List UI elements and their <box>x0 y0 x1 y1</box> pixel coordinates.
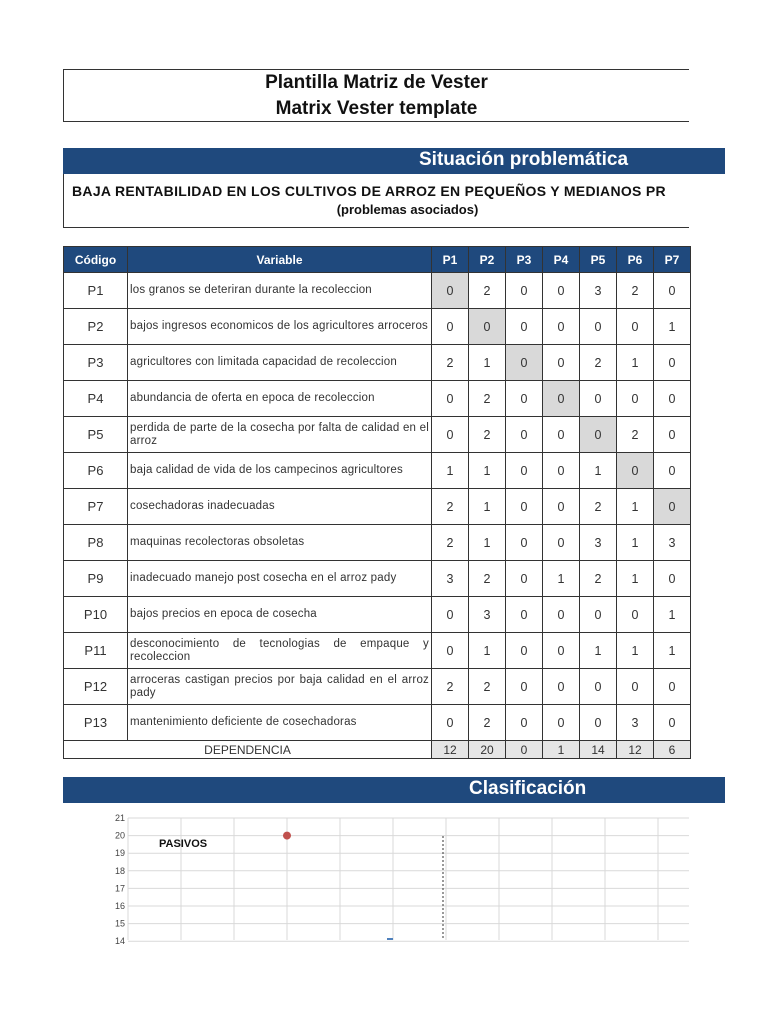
matrix-cell: 2 <box>580 345 617 381</box>
row-code: P2 <box>64 309 128 345</box>
matrix-cell: 0 <box>506 309 543 345</box>
matrix-cell: 1 <box>617 489 654 525</box>
table-row <box>64 453 691 489</box>
dependency-row <box>64 741 691 759</box>
matrix-cell: 2 <box>469 417 506 453</box>
matrix-cell: 0 <box>580 669 617 705</box>
matrix-cell: 0 <box>432 705 469 741</box>
matrix-cell: 1 <box>654 309 691 345</box>
matrix-cell: 0 <box>506 561 543 597</box>
matrix-cell: 0 <box>469 309 506 345</box>
column-header-variable: Variable <box>128 247 432 273</box>
matrix-cell: 0 <box>580 309 617 345</box>
row-code: P13 <box>64 705 128 741</box>
table-row <box>64 381 691 417</box>
classification-chart-svg <box>63 805 689 947</box>
y-tick-label: 20 <box>114 830 125 841</box>
table-row <box>64 273 691 309</box>
matrix-cell: 0 <box>506 417 543 453</box>
classification-band-label: Clasificación <box>469 778 587 799</box>
dependency-total: 20 <box>469 741 506 759</box>
matrix-cell: 1 <box>469 525 506 561</box>
matrix-cell: 0 <box>543 381 580 417</box>
matrix-cell: 0 <box>654 705 691 741</box>
matrix-cell: 0 <box>543 489 580 525</box>
matrix-cell: 0 <box>543 273 580 309</box>
matrix-cell: 0 <box>654 417 691 453</box>
y-tick-label: 18 <box>114 865 125 876</box>
matrix-cell: 1 <box>469 633 506 669</box>
matrix-cell: 3 <box>580 273 617 309</box>
y-tick-label: 15 <box>114 918 125 929</box>
dependency-total: 0 <box>506 741 543 759</box>
matrix-cell: 0 <box>543 633 580 669</box>
table-header-row <box>64 247 691 273</box>
y-tick-label: 14 <box>114 936 125 947</box>
dependency-total: 6 <box>654 741 691 759</box>
row-code: P9 <box>64 561 128 597</box>
matrix-cell: 1 <box>469 345 506 381</box>
row-code: P12 <box>64 669 128 705</box>
matrix-cell: 1 <box>617 345 654 381</box>
template-title-es: Plantilla Matriz de Vester <box>265 72 488 93</box>
matrix-cell: 2 <box>469 381 506 417</box>
row-code: P11 <box>64 633 128 669</box>
matrix-cell: 2 <box>432 489 469 525</box>
matrix-cell: 0 <box>506 453 543 489</box>
matrix-cell: 2 <box>432 345 469 381</box>
matrix-cell: 3 <box>654 525 691 561</box>
matrix-cell: 0 <box>543 345 580 381</box>
table-row <box>64 417 691 453</box>
matrix-cell: 0 <box>506 633 543 669</box>
matrix-cell: 2 <box>432 525 469 561</box>
row-variable: desconocimiento de tecnologias de empaque y recoleccion <box>128 633 432 669</box>
table-row <box>64 705 691 741</box>
template-title-en: Matrix Vester template <box>275 98 478 119</box>
row-code: P3 <box>64 345 128 381</box>
matrix-cell: 0 <box>506 705 543 741</box>
classification-band <box>63 777 725 803</box>
matrix-cell: 0 <box>543 597 580 633</box>
y-tick-label: 21 <box>114 813 125 823</box>
matrix-cell: 0 <box>654 561 691 597</box>
matrix-cell: 2 <box>580 489 617 525</box>
matrix-cell: 1 <box>469 489 506 525</box>
row-variable: mantenimiento deficiente de cosechadoras <box>128 705 432 741</box>
table-row <box>64 525 691 561</box>
matrix-cell: 1 <box>580 453 617 489</box>
matrix-cell: 0 <box>543 309 580 345</box>
situation-band <box>63 148 725 174</box>
vester-matrix-table <box>63 246 691 759</box>
row-variable: baja calidad de vida de los campecinos agricultores <box>128 453 432 489</box>
matrix-cell: 0 <box>654 453 691 489</box>
table-row <box>64 489 691 525</box>
classification-chart <box>63 805 689 947</box>
matrix-cell: 2 <box>469 561 506 597</box>
y-tick-label: 16 <box>114 901 125 911</box>
row-code: P1 <box>64 273 128 309</box>
y-tick-label: 17 <box>114 883 125 894</box>
matrix-cell: 0 <box>432 633 469 669</box>
row-variable: arroceras castigan precios por baja calidad en el arroz pady <box>128 669 432 705</box>
matrix-cell: 1 <box>469 453 506 489</box>
matrix-cell: 2 <box>469 705 506 741</box>
matrix-cell: 1 <box>617 561 654 597</box>
problem-subtitle: (problemas asociados) <box>336 202 479 217</box>
matrix-cell: 0 <box>654 489 691 525</box>
table-row <box>64 561 691 597</box>
matrix-cell: 0 <box>506 345 543 381</box>
matrix-cell: 1 <box>654 633 691 669</box>
matrix-cell: 1 <box>543 561 580 597</box>
matrix-cell: 0 <box>654 381 691 417</box>
data-point <box>283 832 291 840</box>
table-row <box>64 309 691 345</box>
matrix-cell: 0 <box>580 381 617 417</box>
quadrant-label-pasivos: PASIVOS <box>159 838 208 850</box>
row-variable: maquinas recolectoras obsoletas <box>128 525 432 561</box>
matrix-cell: 1 <box>617 633 654 669</box>
matrix-cell: 0 <box>506 597 543 633</box>
matrix-cell: 2 <box>617 273 654 309</box>
matrix-cell: 0 <box>432 381 469 417</box>
data-point-marker <box>387 938 393 940</box>
matrix-cell: 0 <box>654 669 691 705</box>
matrix-cell: 3 <box>580 525 617 561</box>
matrix-cell: 2 <box>580 561 617 597</box>
matrix-cell: 0 <box>654 273 691 309</box>
matrix-cell: 0 <box>617 669 654 705</box>
dependency-total: 12 <box>432 741 469 759</box>
row-code: P7 <box>64 489 128 525</box>
dependency-label: DEPENDENCIA <box>64 741 432 759</box>
row-variable: agricultores con limitada capacidad de recoleccion <box>128 345 432 381</box>
matrix-cell: 0 <box>654 345 691 381</box>
problem-statement-box <box>63 174 689 228</box>
matrix-cell: 3 <box>432 561 469 597</box>
column-header-p3: P3 <box>506 247 543 273</box>
matrix-cell: 1 <box>617 525 654 561</box>
column-header-p4: P4 <box>543 247 580 273</box>
dependency-total: 12 <box>617 741 654 759</box>
matrix-cell: 2 <box>617 417 654 453</box>
matrix-cell: 2 <box>469 669 506 705</box>
row-variable: los granos se deteriran durante la recoleccion <box>128 273 432 309</box>
row-variable: inadecuado manejo post cosecha en el arroz pady <box>128 561 432 597</box>
row-variable: perdida de parte de la cosecha por falta de calidad en el arroz <box>128 417 432 453</box>
matrix-cell: 0 <box>543 705 580 741</box>
matrix-cell: 2 <box>469 273 506 309</box>
matrix-cell: 1 <box>432 453 469 489</box>
row-code: P10 <box>64 597 128 633</box>
matrix-cell: 0 <box>432 597 469 633</box>
matrix-cell: 0 <box>432 309 469 345</box>
matrix-cell: 0 <box>543 417 580 453</box>
row-code: P8 <box>64 525 128 561</box>
row-code: P6 <box>64 453 128 489</box>
row-code: P4 <box>64 381 128 417</box>
column-header-codigo: Código <box>64 247 128 273</box>
row-variable: cosechadoras inadecuadas <box>128 489 432 525</box>
matrix-cell: 0 <box>506 381 543 417</box>
matrix-cell: 0 <box>617 309 654 345</box>
matrix-cell: 0 <box>543 525 580 561</box>
matrix-cell: 0 <box>580 417 617 453</box>
problem-statement: BAJA RENTABILIDAD EN LOS CULTIVOS DE ARROZ EN PEQUEÑOS Y MEDIANOS PR <box>72 183 666 199</box>
matrix-cell: 2 <box>432 669 469 705</box>
table-row <box>64 669 691 705</box>
dependency-total: 1 <box>543 741 580 759</box>
matrix-cell: 0 <box>432 417 469 453</box>
matrix-cell: 0 <box>580 597 617 633</box>
matrix-cell: 3 <box>617 705 654 741</box>
matrix-cell: 0 <box>617 381 654 417</box>
table-body <box>64 273 691 759</box>
column-header-p5: P5 <box>580 247 617 273</box>
row-variable: bajos precios en epoca de cosecha <box>128 597 432 633</box>
row-variable: bajos ingresos economicos de los agricultores arroceros <box>128 309 432 345</box>
matrix-cell: 0 <box>617 453 654 489</box>
matrix-cell: 0 <box>580 705 617 741</box>
matrix-cell: 0 <box>506 525 543 561</box>
matrix-cell: 0 <box>506 489 543 525</box>
matrix-cell: 0 <box>543 453 580 489</box>
matrix-cell: 1 <box>580 633 617 669</box>
row-code: P5 <box>64 417 128 453</box>
table-row <box>64 597 691 633</box>
dependency-total: 14 <box>580 741 617 759</box>
matrix-cell: 0 <box>506 273 543 309</box>
matrix-cell: 0 <box>543 669 580 705</box>
matrix-cell: 1 <box>654 597 691 633</box>
matrix-cell: 0 <box>617 597 654 633</box>
table-row <box>64 345 691 381</box>
y-tick-label: 19 <box>114 848 125 859</box>
matrix-cell: 0 <box>506 669 543 705</box>
matrix-cell: 3 <box>469 597 506 633</box>
column-header-p2: P2 <box>469 247 506 273</box>
column-header-p6: P6 <box>617 247 654 273</box>
column-header-p7: P7 <box>654 247 691 273</box>
situation-band-label: Situación problemática <box>419 149 629 170</box>
row-variable: abundancia de oferta en epoca de recoleccion <box>128 381 432 417</box>
template-title-box <box>63 69 689 122</box>
matrix-cell: 0 <box>432 273 469 309</box>
table-row <box>64 633 691 669</box>
column-header-p1: P1 <box>432 247 469 273</box>
